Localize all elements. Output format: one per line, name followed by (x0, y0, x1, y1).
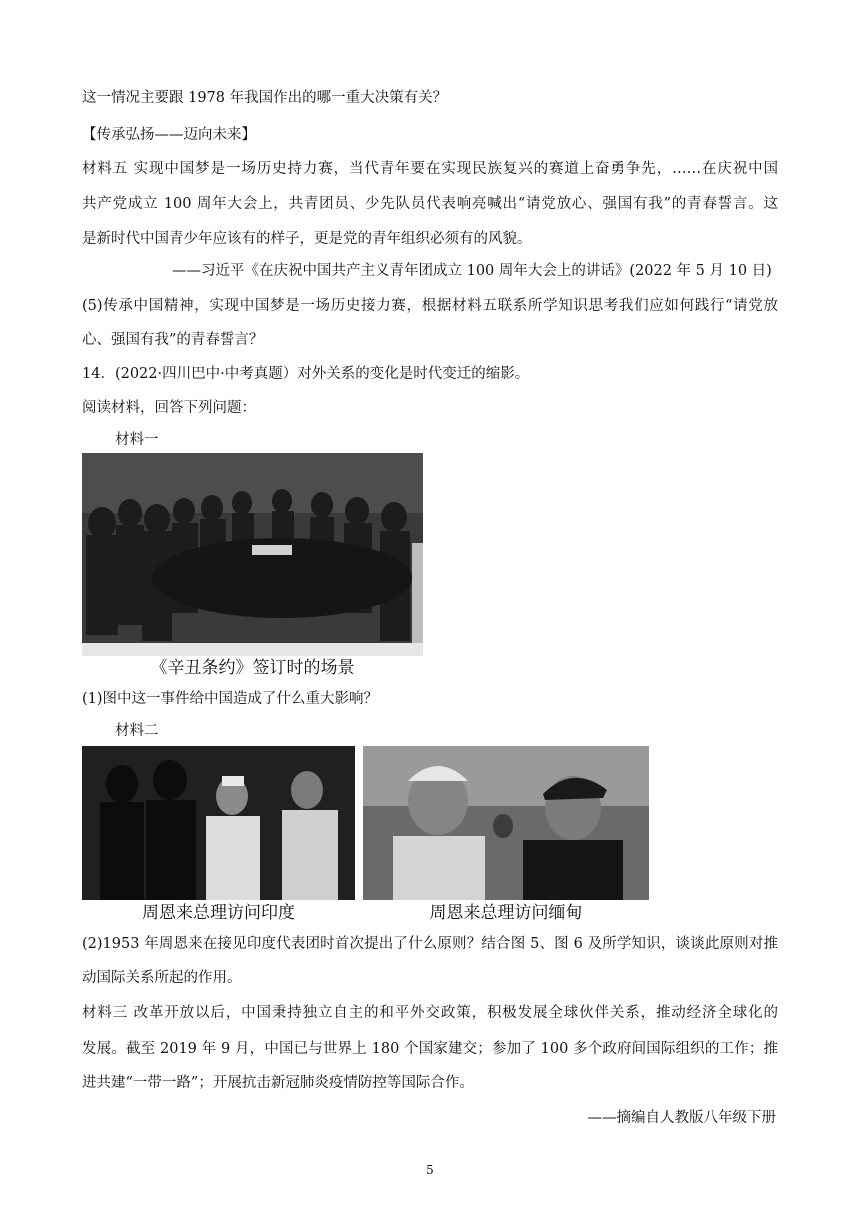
question-14-title: 14．(2022·四川巴中·中考真题）对外关系的变化是时代变迁的缩影。 (82, 366, 530, 382)
instruction-line: 阅读材料，回答下列问题： (82, 400, 256, 416)
material-3-source: ——摘编自人教版八年级下册 (587, 1110, 776, 1126)
question-2-line: (2)1953 年周恩来在接见印度代表团时首次提出了什么原则？结合图 5、图 6 及所学知识，谈谈此原则对推 (82, 936, 778, 952)
text-line: 这一情况主要跟 1978 年我国作出的哪一重大决策有关？ (82, 90, 448, 106)
signing-photo-illustration (82, 453, 423, 656)
india-visit-illustration (82, 746, 355, 900)
material-5-line: 共产党成立 100 周年大会上，共青团员、少先队员代表响亮喊出“请党放心、强国有我”的青春誓言。这 (82, 196, 778, 212)
material-5-source: ——习近平《在庆祝中国共产主义青年团成立 100 周年大会上的讲话》(2022 年 5 月 10 日) (172, 263, 772, 279)
page-number: 5 (426, 1163, 434, 1177)
material-3-line: 材料三 改革开放以后，中国秉持独立自主的和平外交政策，积极发展全球伙伴关系，推动经济全球化的 (82, 1005, 778, 1021)
burma-visit-illustration (363, 746, 649, 900)
question-5-line: 心、强国有我”的青春誓言？ (82, 332, 264, 348)
signing-photo (82, 453, 423, 656)
material-1-label: 材料一 (115, 432, 159, 448)
material-3-line: 进共建“一带一路”；开展抗击新冠肺炎疫情防控等国际合作。 (82, 1075, 474, 1091)
material-5-line: 材料五 实现中国梦是一场历史持力赛，当代青年要在实现民族复兴的赛道上奋勇争先，……在庆祝中国 (82, 161, 778, 177)
question-2-line: 动国际关系所起的作用。 (82, 970, 242, 986)
signing-photo-caption: 《辛丑条约》签订时的场景 (150, 658, 355, 678)
question-5-line: (5)传承中国精神，实现中国梦是一场历史接力赛，根据材料五联系所学知识思考我们应如何践行“请党放 (82, 298, 778, 314)
india-visit-caption: 周恩来总理访问印度 (142, 903, 295, 923)
material-3-line: 发展。截至 2019 年 9 月，中国已与世界上 180 个国家建交；参加了 100 多个政府间国际组织的工作；推 (82, 1041, 778, 1057)
question-1-line: (1)图中这一事件给中国造成了什么重大影响？ (82, 691, 379, 707)
material-2-label: 材料二 (115, 723, 159, 739)
section-heading: 【传承弘扬——迈向未来】 (82, 127, 256, 143)
india-visit-photo (82, 746, 355, 900)
material-5-line: 是新时代中国青少年应该有的样子，更是党的青年组织必须有的风貌。 (82, 231, 532, 247)
burma-visit-caption: 周恩来总理访问缅甸 (429, 903, 583, 923)
burma-visit-photo (363, 746, 649, 900)
